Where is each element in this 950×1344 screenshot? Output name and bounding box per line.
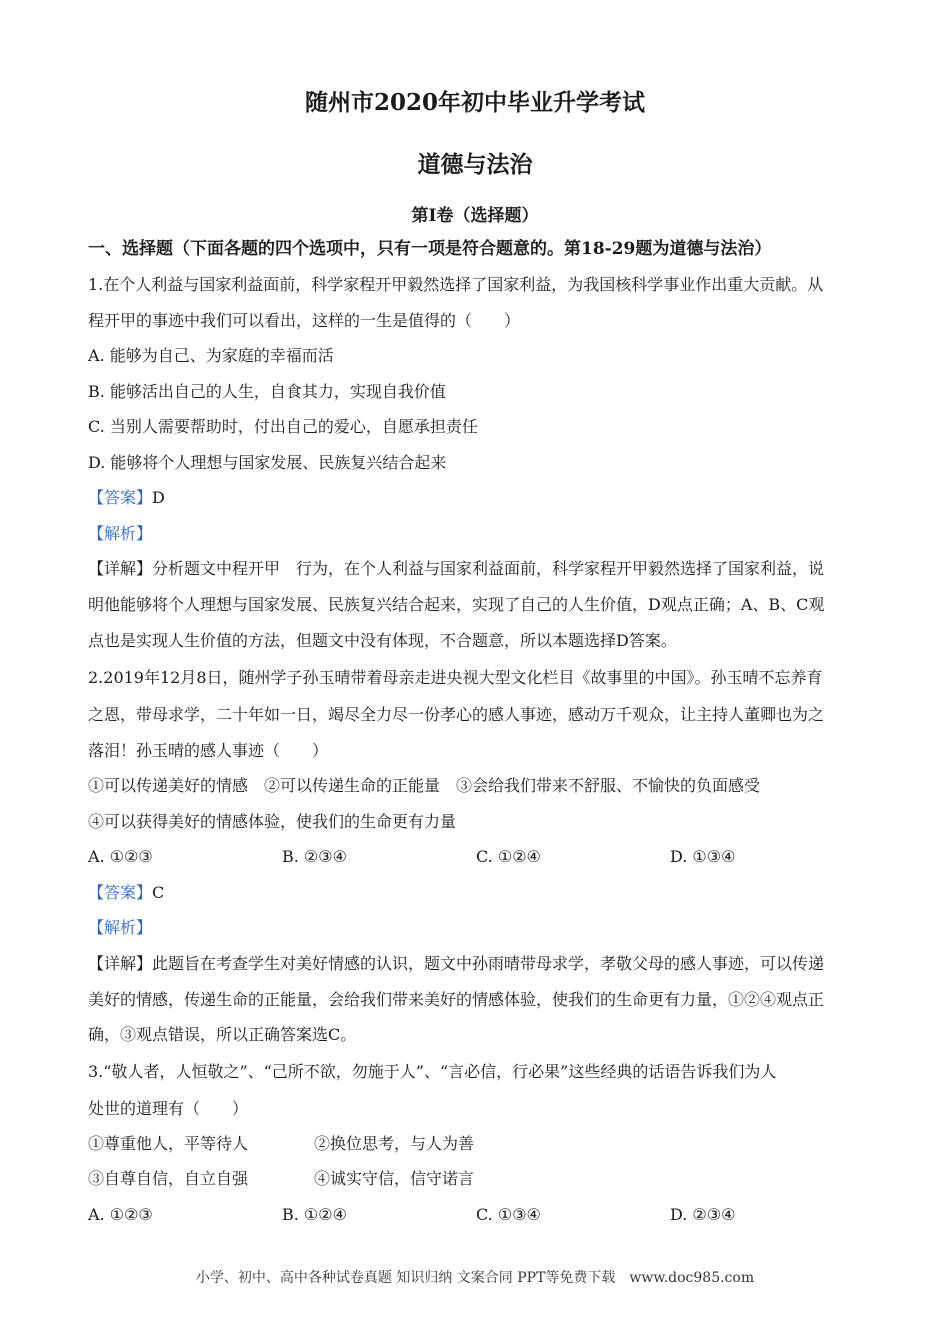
q2-option-d: D. ①③④ bbox=[670, 847, 736, 866]
q2-items-line1: ①可以传递美好的情感 ②可以传递生命的正能量 ③会给我们带来不舒服、不愉快的负面感受 bbox=[88, 776, 761, 795]
detail-tag: 【详解】 bbox=[88, 954, 153, 973]
section-heading: 一、选择题（下面各题的四个选项中，只有一项是符合题意的。第18-29题为道德与法治） bbox=[88, 239, 772, 259]
q1-option-b: B. 能够活出自己的人生，自食其力，实现自我价值 bbox=[88, 382, 446, 401]
q2-answer-value: C bbox=[152, 883, 165, 902]
q1-analysis-tag: 【解析】 bbox=[88, 524, 153, 543]
q2-stem-line2: 之恩，带母求学，二十年如一日，竭尽全力尽一份孝心的感人事迹，感动万千观众，让主持人董卿也为之 bbox=[88, 705, 825, 724]
q3-item-1: ①尊重他人，平等待人 bbox=[88, 1134, 249, 1153]
q2-option-a: A. ①②③ bbox=[88, 847, 153, 866]
exam-title: 随州市2020年初中毕业升学考试 bbox=[304, 89, 645, 116]
q2-detail-line1 bbox=[88, 952, 824, 976]
page-footer: 小学、初中、高中各种试卷真题 知识归纳 文案合同 PPT等免费下载 www.doc985.com bbox=[195, 1270, 755, 1286]
q2-answer bbox=[88, 881, 164, 905]
q2-stem-line1: 2.2019年12月8日，随州学子孙玉晴带着母亲走进央视大型文化栏目《故事里的中国》。孙玉晴不忘养育 bbox=[88, 668, 823, 687]
q2-detail-line3: 确，③观点错误，所以正确答案选C。 bbox=[88, 1025, 357, 1044]
q1-option-d: D. 能够将个人理想与国家发展、民族复兴结合起来 bbox=[88, 453, 447, 472]
q3-item-3: ③自尊自信，自立自强 bbox=[88, 1169, 249, 1188]
q1-detail-line1 bbox=[88, 557, 824, 581]
q1-stem-line2: 程开甲的事迹中我们可以看出，这样的一生是值得的（ ） bbox=[88, 311, 521, 330]
q1-answer bbox=[88, 486, 165, 510]
q1-detail-line3: 点也是实现人生价值的方法，但题文中没有体现，不合题意，所以本题选择D答案。 bbox=[88, 631, 677, 650]
q1-answer-value: D bbox=[152, 488, 165, 507]
detail-tag: 【详解】 bbox=[88, 559, 153, 578]
q2-stem-line3: 落泪！孙玉晴的感人事迹（ ） bbox=[88, 741, 329, 760]
answer-tag: 【答案】 bbox=[88, 883, 153, 902]
q3-option-c: C. ①③④ bbox=[476, 1205, 541, 1224]
q3-item-2: ②换位思考，与人为善 bbox=[314, 1134, 475, 1153]
q1-stem-line1: 1.在个人利益与国家利益面前，科学家程开甲毅然选择了国家利益，为我国核科学事业作出重大贡献。从 bbox=[88, 275, 824, 294]
q3-stem-line1: 3.“敬人者，人恒敬之”、“己所不欲，勿施于人”、“言必信，行必果”这些经典的话语告诉我们为人 bbox=[88, 1062, 777, 1081]
q1-detail-text1: 分析题文中程开甲 行为，在个人利益与国家利益面前，科学家程开甲毅然选择了国家利益，说 bbox=[152, 559, 825, 578]
q2-analysis-tag: 【解析】 bbox=[88, 918, 153, 937]
q1-option-a: A. 能够为自己、为家庭的幸福而活 bbox=[88, 346, 334, 365]
answer-tag: 【答案】 bbox=[88, 488, 153, 507]
q1-option-c: C. 当别人需要帮助时，付出自己的爱心，自愿承担责任 bbox=[88, 417, 478, 436]
subject-title: 道德与法治 bbox=[417, 151, 533, 178]
q2-detail-text1: 此题旨在考查学生对美好情感的认识，题文中孙雨晴带母求学，孝敬父母的感人事迹，可以传递 bbox=[152, 954, 825, 973]
q3-option-d: D. ②③④ bbox=[670, 1205, 736, 1224]
q3-option-b: B. ①②④ bbox=[282, 1205, 347, 1224]
q2-detail-line2: 美好的情感，传递生命的正能量，会给我们带来美好的情感体验，使我们的生命更有力量，①②④观点正 bbox=[88, 990, 825, 1009]
q2-items-line2: ④可以获得美好的情感体验，使我们的生命更有力量 bbox=[88, 812, 457, 831]
volume-title: 第Ⅰ卷（选择题） bbox=[411, 206, 539, 226]
q3-stem-line2: 处世的道理有（ ） bbox=[88, 1099, 249, 1118]
q2-option-c: C. ①②④ bbox=[476, 847, 541, 866]
q3-item-4: ④诚实守信，信守诺言 bbox=[314, 1169, 475, 1188]
q2-option-b: B. ②③④ bbox=[282, 847, 347, 866]
q1-detail-line2: 明他能够将个人理想与国家发展、民族复兴结合起来，实现了自己的人生价值，D观点正确；A、B、C观 bbox=[88, 595, 825, 614]
q3-option-a: A. ①②③ bbox=[88, 1205, 153, 1224]
